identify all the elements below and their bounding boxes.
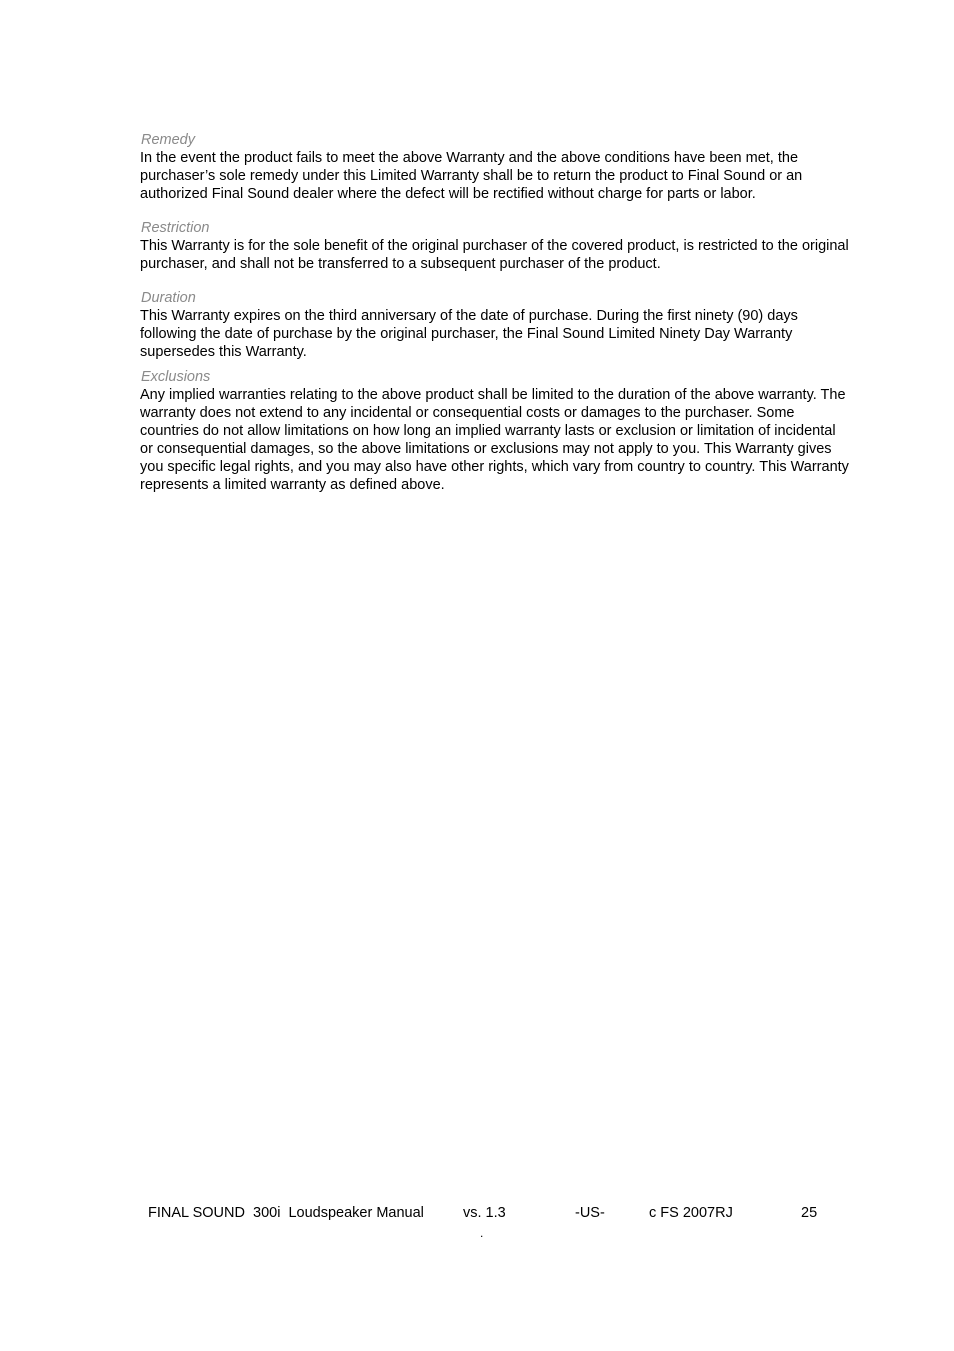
section-heading: Remedy xyxy=(141,132,195,148)
section-body: This Warranty expires on the third anniversary of the date of purchase. During the first ninety (90) days following the date of purchase by the original purchaser, the Final Sound Limited Ninety Day Warranty supersedes this Warranty. xyxy=(140,308,798,360)
footer-dot: . xyxy=(480,1226,484,1240)
section-heading: Duration xyxy=(141,290,196,306)
section-body: Any implied warranties relating to the above product shall be limited to the duration of the above warranty. The warranty does not extend to any incidental or consequential costs or damages to the purchaser. Some countries do not allow limitations on how long an implied warranty lasts or exclusion or limitation of incidental or consequential damages, so the above limitations or exclusions may not apply to you. This Warranty gives you specific legal rights, and you may also have other rights, which vary from country to country. This Warranty represents a limited warranty as defined above. xyxy=(140,387,849,493)
section-remedy xyxy=(140,131,852,203)
section-duration xyxy=(140,289,852,361)
section-exclusions xyxy=(140,368,852,494)
warranty-content xyxy=(140,131,852,494)
page-footer xyxy=(0,1203,954,1223)
footer-region: -US- xyxy=(575,1205,605,1221)
footer-manual-title: FINAL SOUND 300i Loudspeaker Manual xyxy=(148,1205,424,1221)
section-body: In the event the product fails to meet the above Warranty and the above conditions have been met, the purchaser’s sole remedy under this Limited Warranty shall be to return the product to Final Sound or an authorized Final Sound dealer where the defect will be rectified without charge for parts or labor. xyxy=(140,150,803,202)
section-heading: Exclusions xyxy=(141,369,211,385)
section-restriction xyxy=(140,219,852,273)
footer-copyright: c FS 2007RJ xyxy=(649,1205,733,1221)
footer-version: vs. 1.3 xyxy=(463,1205,506,1221)
footer-page-number: 25 xyxy=(801,1205,818,1221)
section-heading: Restriction xyxy=(141,220,210,236)
section-body: This Warranty is for the sole benefit of the original purchaser of the covered product, is restricted to the original purchaser, and shall not be transferred to a subsequent purchaser of the product. xyxy=(140,238,849,272)
